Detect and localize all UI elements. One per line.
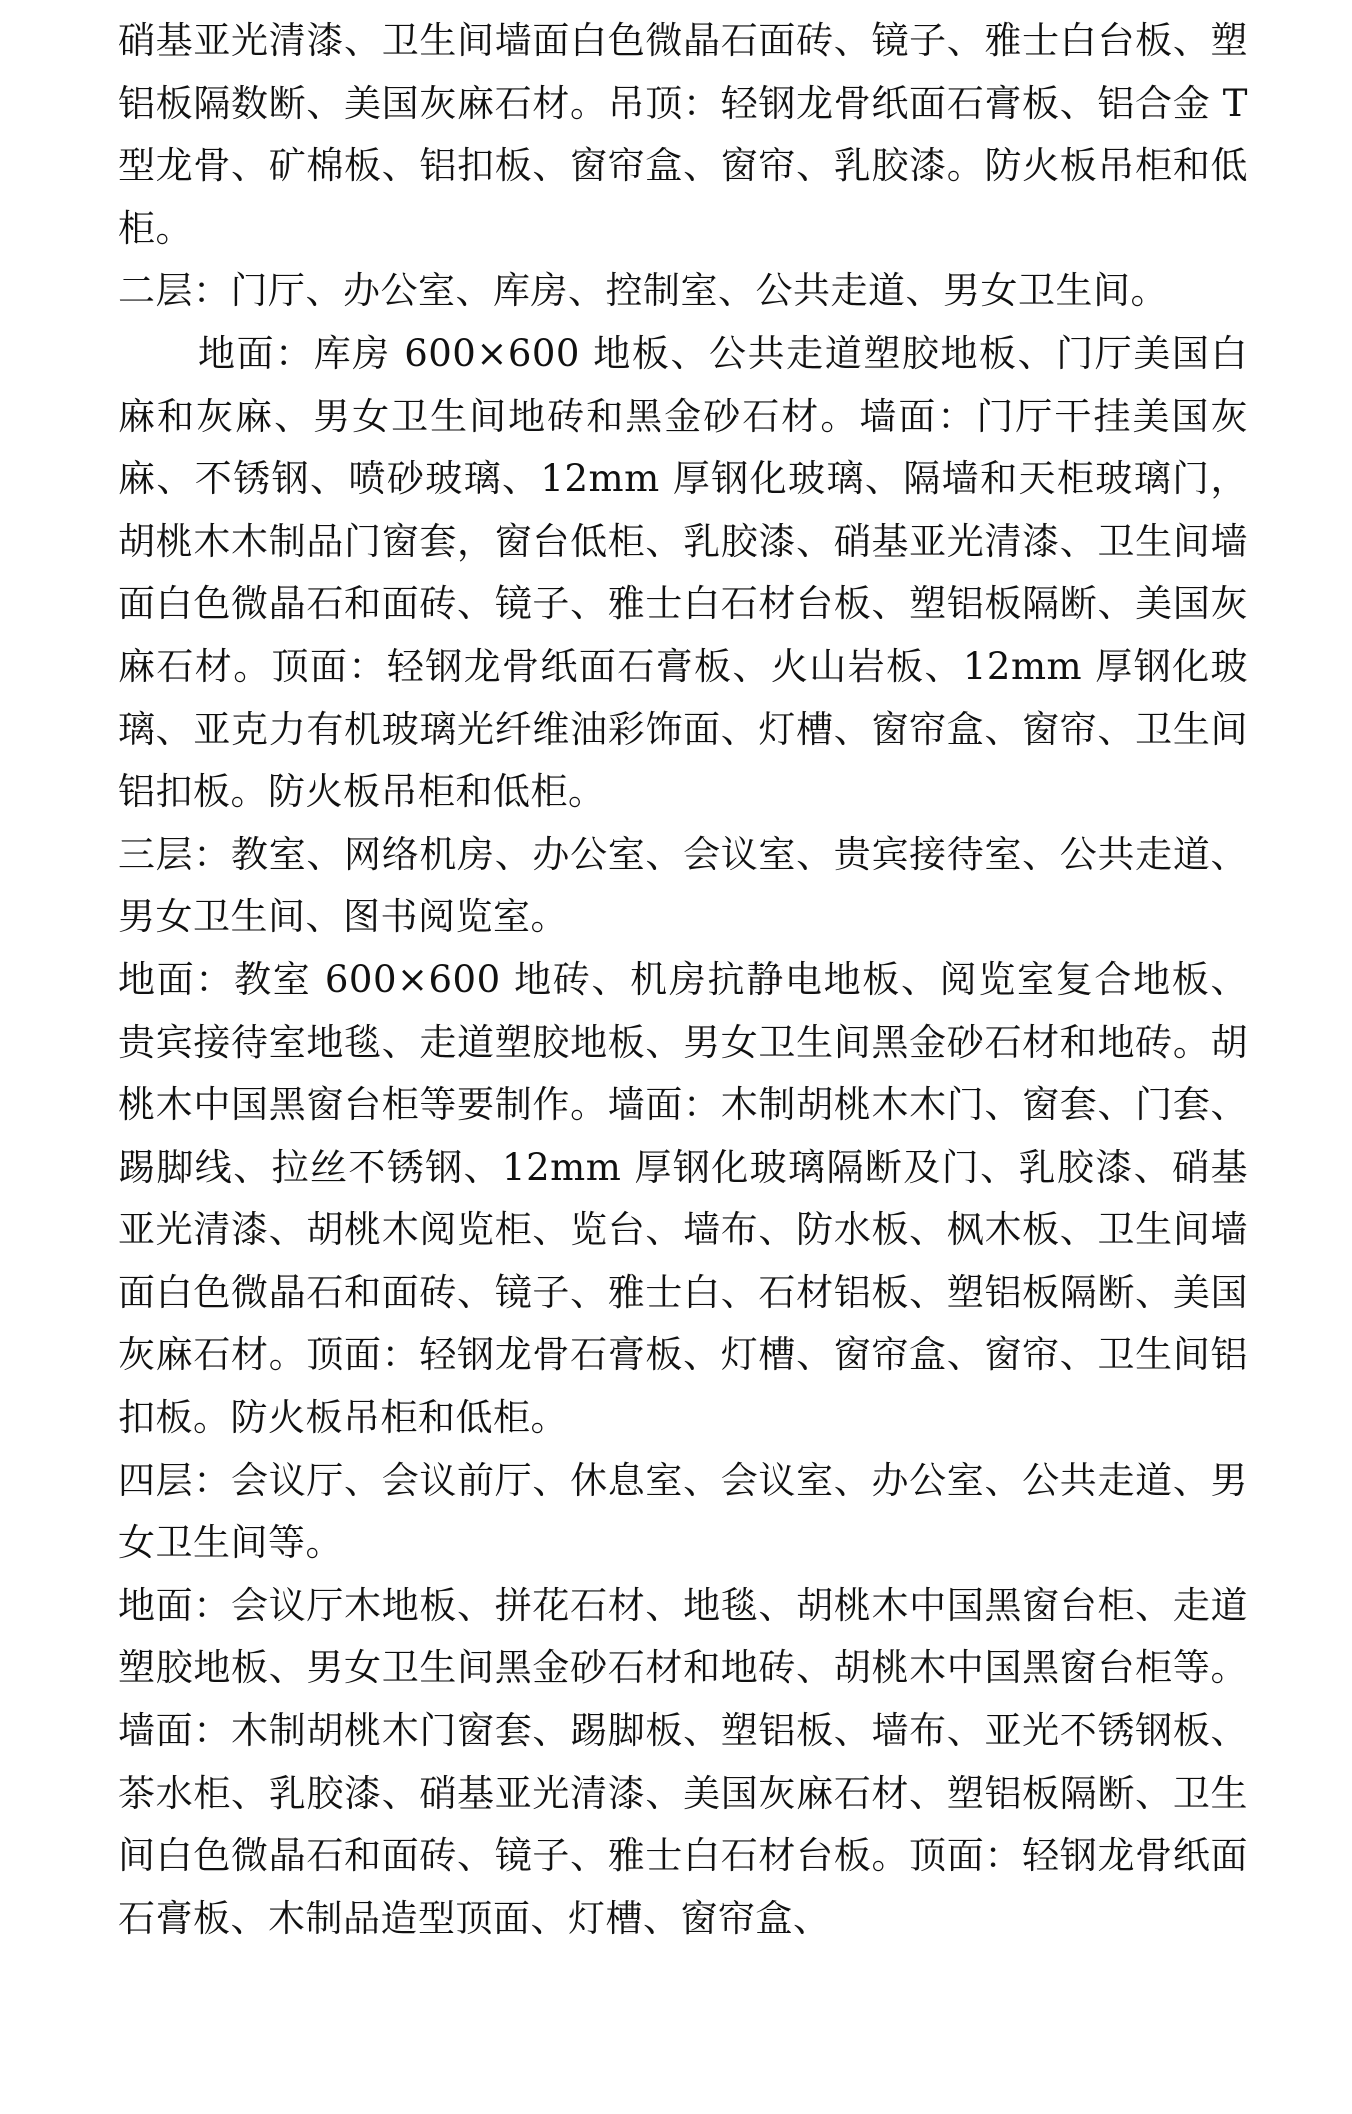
paragraph-floor1-continuation: 硝基亚光清漆、卫生间墙面白色微晶石面砖、镜子、雅士白台板、塑铝板隔数断、美国灰麻石材。吊顶：轻钢龙骨纸面石膏板、铝合金 T 型龙骨、矿棉板、铝扣板、窗帘盒、窗帘、乳胶漆。防火板吊柜和低柜。	[118, 19, 1248, 250]
paragraph-floor4-details: 地面：会议厅木地板、拼花石材、地毯、胡桃木中国黑窗台柜、走道塑胶地板、男女卫生间黑金砂石材和地砖、胡桃木中国黑窗台柜等。墙面：木制胡桃木门窗套、踢脚板、塑铝板、墙布、亚光不锈钢板、茶水柜、乳胶漆、硝基亚光清漆、美国灰麻石材、塑铝板隔断、卫生间白色微晶石和面砖、镜子、雅士白石材台板。顶面：轻钢龙骨纸面石膏板、木制品造型顶面、灯槽、窗帘盒、	[118, 1583, 1248, 1940]
paragraph-floor3-details: 地面：教室 600×600 地砖、机房抗静电地板、阅览室复合地板、贵宾接待室地毯、走道塑胶地板、男女卫生间黑金砂石材和地砖。胡桃木中国黑窗台柜等要制作。墙面：木制胡桃木木门、窗套、门套、踢脚线、拉丝不锈钢、12mm 厚钢化玻璃隔断及门、乳胶漆、硝基亚光清漆、胡桃木阅览柜、览台、墙布、防水板、枫木板、卫生间墙面白色微晶石和面砖、镜子、雅士白、石材铝板、塑铝板隔断、美国灰麻石材。顶面：轻钢龙骨石膏板、灯槽、窗帘盒、窗帘、卫生间铝扣板。防火板吊柜和低柜。	[118, 957, 1248, 1440]
paragraph-floor3-heading: 三层：教室、网络机房、办公室、会议室、贵宾接待室、公共走道、男女卫生间、图书阅览室。	[118, 832, 1248, 939]
body-text	[118, 10, 1248, 1950]
paragraph-floor4-heading: 四层：会议厅、会议前厅、休息室、会议室、办公室、公共走道、男女卫生间等。	[118, 1458, 1248, 1565]
paragraph-floor2-heading: 二层：门厅、办公室、库房、控制室、公共走道、男女卫生间。	[118, 269, 1168, 313]
paragraph-floor2-details: 地面：库房 600×600 地板、公共走道塑胶地板、门厅美国白麻和灰麻、男女卫生间地砖和黑金砂石材。墙面：门厅干挂美国灰麻、不锈钢、喷砂玻璃、12mm 厚钢化玻璃、隔墙和天柜玻璃门，胡桃木木制品门窗套，窗台低柜、乳胶漆、硝基亚光清漆、卫生间墙面白色微晶石和面砖、镜子、雅士白石材台板、塑铝板隔断、美国灰麻石材。顶面：轻钢龙骨纸面石膏板、火山岩板、12mm 厚钢化玻璃、亚克力有机玻璃光纤维油彩饰面、灯槽、窗帘盒、窗帘、卫生间铝扣板。防火板吊柜和低柜。	[118, 331, 1248, 814]
